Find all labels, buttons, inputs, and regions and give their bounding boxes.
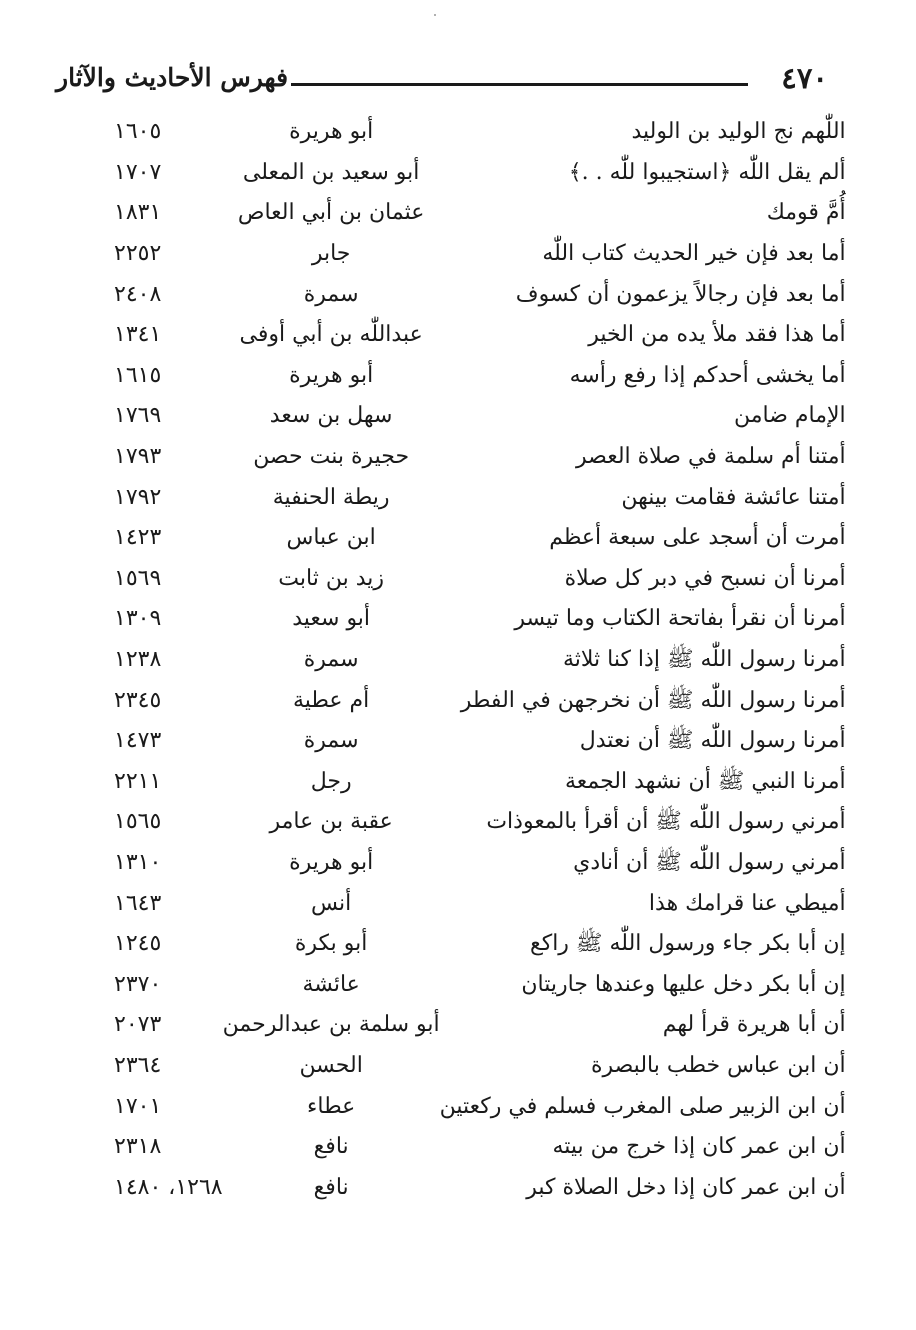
hadith-text: إن أبا بكر جاء ورسول اللّٰه ﷺ راكع: [530, 931, 846, 957]
hadith-number: ١٤٧٣: [114, 728, 162, 754]
hadith-text: أمتنا عائشة فقامت بينهن: [621, 484, 846, 510]
hadith-number: ١٧٦٩: [114, 403, 162, 429]
narrator-name: أبو هريرة: [289, 119, 374, 145]
hadith-number: ١٦١٥: [114, 362, 162, 388]
narrator-name: زيد بن ثابت: [278, 565, 384, 591]
narrator-name: عطاء: [307, 1093, 356, 1119]
index-row: [80, 1086, 846, 1127]
narrator-name: عقبة بن عامر: [269, 809, 393, 835]
index-row: [80, 1046, 846, 1087]
hadith-text: أن ابن عمر كان إذا خرج من بيته: [552, 1134, 846, 1160]
narrator-name: الحسن: [299, 1052, 363, 1078]
hadith-text: الإمام ضامن: [733, 403, 846, 429]
index-row: [80, 721, 846, 762]
narrator-name: عبداللّٰه بن أبي أوفى: [239, 322, 423, 348]
hadith-number: ١٧٠١: [114, 1093, 162, 1119]
hadith-number: ١٦٠٥: [114, 119, 162, 145]
narrator-name: ريطة الحنفية: [272, 484, 390, 510]
narrator-name: أبو هريرة: [289, 849, 374, 875]
hadith-text: اللّٰهم نج الوليد بن الوليد: [631, 119, 846, 145]
hadith-number: ١٢٦٨، ١٤٨٠: [114, 1174, 223, 1200]
hadith-index-table: [80, 112, 846, 1208]
narrator-name: سمرة: [303, 281, 359, 307]
index-row: [80, 843, 846, 884]
hadith-number: ٢٢٥٢: [114, 241, 162, 267]
index-row: [80, 153, 846, 194]
narrator-name: رجل: [310, 768, 352, 794]
hadith-text: أميطي عنا قرامك هذا: [648, 890, 846, 916]
hadith-text: أُمَّ قومك: [766, 200, 846, 226]
hadith-number: ١٣١٠: [114, 849, 162, 875]
narrator-name: أبو سلمة بن عبدالرحمن: [222, 1012, 440, 1038]
narrator-name: أبو سعيد: [292, 606, 371, 632]
hadith-text: أمرنا رسول اللّٰه ﷺ إذا كنا ثلاثة: [562, 647, 846, 673]
hadith-number: ١٢٤٥: [114, 931, 162, 957]
hadith-text: أمرنا أن نسبح في دبر كل صلاة: [564, 565, 846, 591]
hadith-text: أمرنا النبي ﷺ أن نشهد الجمعة: [564, 768, 846, 794]
hadith-number: ١٨٣١: [114, 200, 162, 226]
running-title: فهرس الأحاديث والآثار: [56, 63, 289, 92]
hadith-number: ١٧٩٣: [114, 444, 162, 470]
hadith-number: ١٤٢٣: [114, 525, 162, 551]
index-row: [80, 1005, 846, 1046]
hadith-number: ١٥٦٥: [114, 809, 162, 835]
hadith-number: ٢٢١١: [114, 768, 162, 794]
index-row: [80, 559, 846, 600]
hadith-number: ٢٠٧٣: [114, 1012, 162, 1038]
hadith-text: أما هذا فقد ملأ يده من الخير: [588, 322, 846, 348]
hadith-number: ٢٣٧٠: [114, 971, 162, 997]
hadith-text: أمرني رسول اللّٰه ﷺ أن أقرأ بالمعوذات: [486, 809, 846, 835]
narrator-name: ابن عباس: [286, 525, 376, 551]
hadith-text: أن ابن عباس خطب بالبصرة: [590, 1052, 846, 1078]
narrator-name: سهل بن سعد: [269, 403, 393, 429]
hadith-number: ١٥٦٩: [114, 565, 162, 591]
narrator-name: نافع: [313, 1134, 349, 1160]
hadith-text: أن أبا هريرة قرأ لهم: [662, 1012, 846, 1038]
hadith-number: ١٣٠٩: [114, 606, 162, 632]
hadith-text: أن ابن عمر كان إذا دخل الصلاة كبر: [526, 1174, 846, 1200]
index-body: [80, 112, 846, 1208]
narrator-name: أبو سعيد بن المعلى: [242, 159, 420, 185]
index-row: [80, 315, 846, 356]
hadith-text: أمتنا أم سلمة في صلاة العصر: [576, 444, 846, 470]
index-row: [80, 1167, 846, 1208]
index-row: [80, 640, 846, 681]
hadith-number: ٢٣١٨: [114, 1134, 162, 1160]
index-row: [80, 193, 846, 234]
hadith-number: ١٣٤١: [114, 322, 162, 348]
index-row: [80, 518, 846, 559]
index-row: [80, 234, 846, 275]
index-row: [80, 477, 846, 518]
narrator-name: سمرة: [303, 728, 359, 754]
narrator-name: عائشة: [302, 971, 360, 997]
header-rule: [291, 83, 748, 86]
narrator-name: أنس: [310, 890, 352, 916]
hadith-text: أمرت أن أسجد على سبعة أعظم: [549, 525, 846, 551]
hadith-text: إن أبا بكر دخل عليها وعندها جاريتان: [521, 971, 846, 997]
narrator-name: نافع: [313, 1174, 349, 1200]
index-row: [80, 964, 846, 1005]
narrator-name: سمرة: [303, 647, 359, 673]
hadith-number: ١٢٣٨: [114, 647, 162, 673]
hadith-text: أمرنا رسول اللّٰه ﷺ أن نعتدل: [579, 728, 846, 754]
index-row: [80, 274, 846, 315]
hadith-text: أمرنا أن نقرأ بفاتحة الكتاب وما تيسر: [514, 606, 846, 632]
index-row: [80, 599, 846, 640]
index-row: [80, 1127, 846, 1168]
scan-speck: [434, 14, 436, 16]
narrator-name: أبو بكرة: [294, 931, 368, 957]
narrator-name: عثمان بن أبي العاص: [237, 200, 425, 226]
narrator-name: حجيرة بنت حصن: [253, 444, 410, 470]
hadith-number: ١٧٠٧: [114, 159, 162, 185]
hadith-text: أن ابن الزبير صلى المغرب فسلم في ركعتين: [439, 1093, 846, 1119]
hadith-number: ٢٣٤٥: [114, 687, 162, 713]
index-row: [80, 680, 846, 721]
page-header: [56, 58, 828, 106]
narrator-name: جابر: [311, 241, 351, 267]
hadith-number: ١٦٤٣: [114, 890, 162, 916]
hadith-text: أما بعد فإن رجالاً يزعمون أن كسوف: [515, 281, 846, 307]
index-row: [80, 356, 846, 397]
narrator-name: أم عطية: [292, 687, 370, 713]
narrator-name: أبو هريرة: [289, 362, 374, 388]
index-row: [80, 802, 846, 843]
hadith-text: أما يخشى أحدكم إذا رفع رأسه: [569, 362, 846, 388]
index-row: [80, 437, 846, 478]
index-row: [80, 924, 846, 965]
index-row: [80, 762, 846, 803]
hadith-text: أمرنا رسول اللّٰه ﷺ أن نخرجهن في الفطر: [460, 687, 846, 713]
hadith-number: ١٧٩٢: [114, 484, 162, 510]
page-number: ٤٧٠: [781, 61, 828, 95]
hadith-text: ألم يقل اللّٰه ﴿استجيبوا للّٰه . .﴾: [568, 159, 846, 185]
hadith-number: ٢٣٦٤: [114, 1052, 162, 1078]
hadith-number: ٢٤٠٨: [114, 281, 162, 307]
index-row: [80, 883, 846, 924]
index-row: [80, 396, 846, 437]
hadith-text: أمرني رسول اللّٰه ﷺ أن أنادي: [573, 849, 846, 875]
hadith-text: أما بعد فإن خير الحديث كتاب اللّٰه: [542, 241, 846, 267]
index-row: [80, 112, 846, 153]
